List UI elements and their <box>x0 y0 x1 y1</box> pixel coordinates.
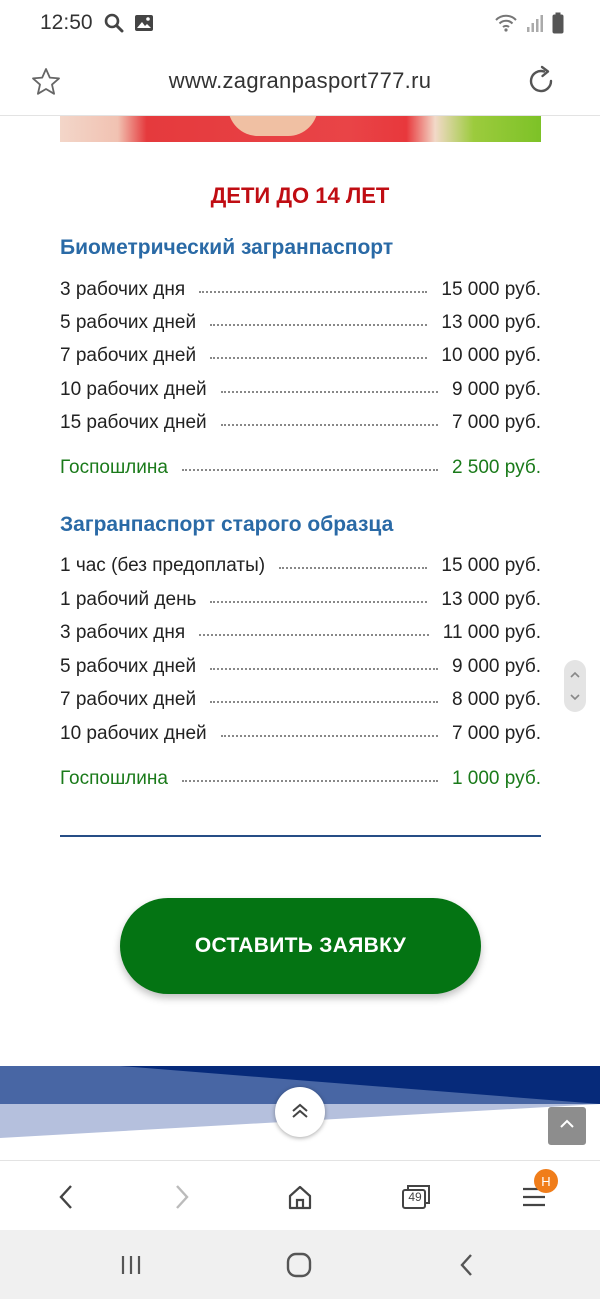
dot-leader <box>279 567 427 569</box>
price-value: 9 000 руб. <box>451 656 541 677</box>
dot-leader <box>210 668 438 670</box>
term-label: 15 рабочих дней <box>60 412 207 433</box>
fee-value: 2 500 руб. <box>451 457 541 478</box>
status-bar <box>0 0 600 46</box>
fee-label: Госпошлина <box>60 768 168 789</box>
hero-image <box>60 116 541 142</box>
home-button[interactable] <box>280 1177 320 1217</box>
term-label: 3 рабочих дня <box>60 279 186 300</box>
kids-section-title: ДЕТИ ДО 14 ЛЕТ <box>210 183 390 208</box>
price-value: 7 000 руб. <box>451 723 541 744</box>
section-divider <box>60 835 541 837</box>
term-label: 1 рабочий день <box>60 589 197 610</box>
page-scroll-handle[interactable] <box>564 660 586 712</box>
biometric-passport-title: Биометрический загранпаспорт <box>60 236 394 259</box>
term-label: 3 рабочих дня <box>60 622 186 643</box>
term-label: 10 рабочих дней <box>60 379 207 400</box>
system-back-button[interactable] <box>452 1250 482 1280</box>
dot-leader <box>221 424 438 426</box>
term-label: 7 рабочих дней <box>60 345 197 366</box>
price-row <box>60 376 541 404</box>
price-value: 8 000 руб. <box>451 689 541 710</box>
dot-leader <box>210 601 427 603</box>
reload-icon[interactable] <box>524 64 558 98</box>
price-row <box>60 276 541 304</box>
term-label: 7 рабочих дней <box>60 689 197 710</box>
dot-leader <box>199 291 427 293</box>
wifi-icon <box>494 13 518 38</box>
search-icon <box>104 13 124 38</box>
price-row <box>60 552 541 580</box>
dot-leader <box>210 357 427 359</box>
price-row <box>60 586 541 614</box>
image-icon <box>134 13 154 38</box>
price-row <box>60 686 541 714</box>
term-label: 1 час (без предоплаты) <box>60 555 266 576</box>
price-row <box>60 619 541 647</box>
state-fee-row <box>60 454 541 482</box>
dot-leader <box>182 780 438 782</box>
back-button[interactable] <box>46 1177 86 1217</box>
price-row <box>60 720 541 748</box>
url-bar <box>0 46 600 116</box>
signal-icon <box>526 13 544 38</box>
price-row <box>60 653 541 681</box>
price-row <box>60 342 541 370</box>
old-passport-title: Загранпаспорт старого образца <box>60 513 394 536</box>
term-label: 10 рабочих дней <box>60 723 207 744</box>
fee-value: 1 000 руб. <box>451 768 541 789</box>
submit-request-button[interactable]: ОСТАВИТЬ ЗАЯВКУ <box>120 898 481 994</box>
price-value: 7 000 руб. <box>451 412 541 433</box>
dot-leader <box>182 469 438 471</box>
browser-toolbar <box>0 1160 600 1230</box>
price-value: 10 000 руб. <box>441 345 541 366</box>
tab-count: 49 <box>408 1190 422 1204</box>
address-field[interactable]: www.zagranpasport777.ru <box>168 68 432 93</box>
price-value: 15 000 руб. <box>441 555 541 576</box>
status-time: 12:50 <box>40 11 93 34</box>
price-value: 13 000 руб. <box>441 312 541 333</box>
price-row <box>60 309 541 337</box>
double-chevron-up-icon <box>288 1100 312 1125</box>
dot-leader <box>210 701 438 703</box>
dot-leader <box>210 324 427 326</box>
battery-icon <box>552 12 564 39</box>
scroll-to-top-button[interactable] <box>275 1087 325 1137</box>
dot-leader <box>199 634 429 636</box>
dot-leader <box>221 391 438 393</box>
recent-apps-button[interactable] <box>116 1250 146 1280</box>
menu-notification-badge: H <box>534 1169 558 1193</box>
chevron-up-icon <box>558 1117 576 1135</box>
price-row <box>60 409 541 437</box>
price-value: 9 000 руб. <box>451 379 541 400</box>
price-value: 13 000 руб. <box>441 589 541 610</box>
price-value: 15 000 руб. <box>441 279 541 300</box>
system-nav-bar <box>0 1230 600 1299</box>
dot-leader <box>221 735 438 737</box>
price-value: 11 000 руб. <box>442 622 541 643</box>
forward-button[interactable] <box>162 1177 202 1217</box>
tabs-button[interactable] <box>396 1177 436 1217</box>
fee-label: Госпошлина <box>60 457 168 478</box>
state-fee-row <box>60 765 541 793</box>
term-label: 5 рабочих дней <box>60 312 197 333</box>
system-home-button[interactable] <box>284 1250 314 1280</box>
term-label: 5 рабочих дней <box>60 656 197 677</box>
site-scroll-up-button[interactable] <box>548 1107 586 1145</box>
